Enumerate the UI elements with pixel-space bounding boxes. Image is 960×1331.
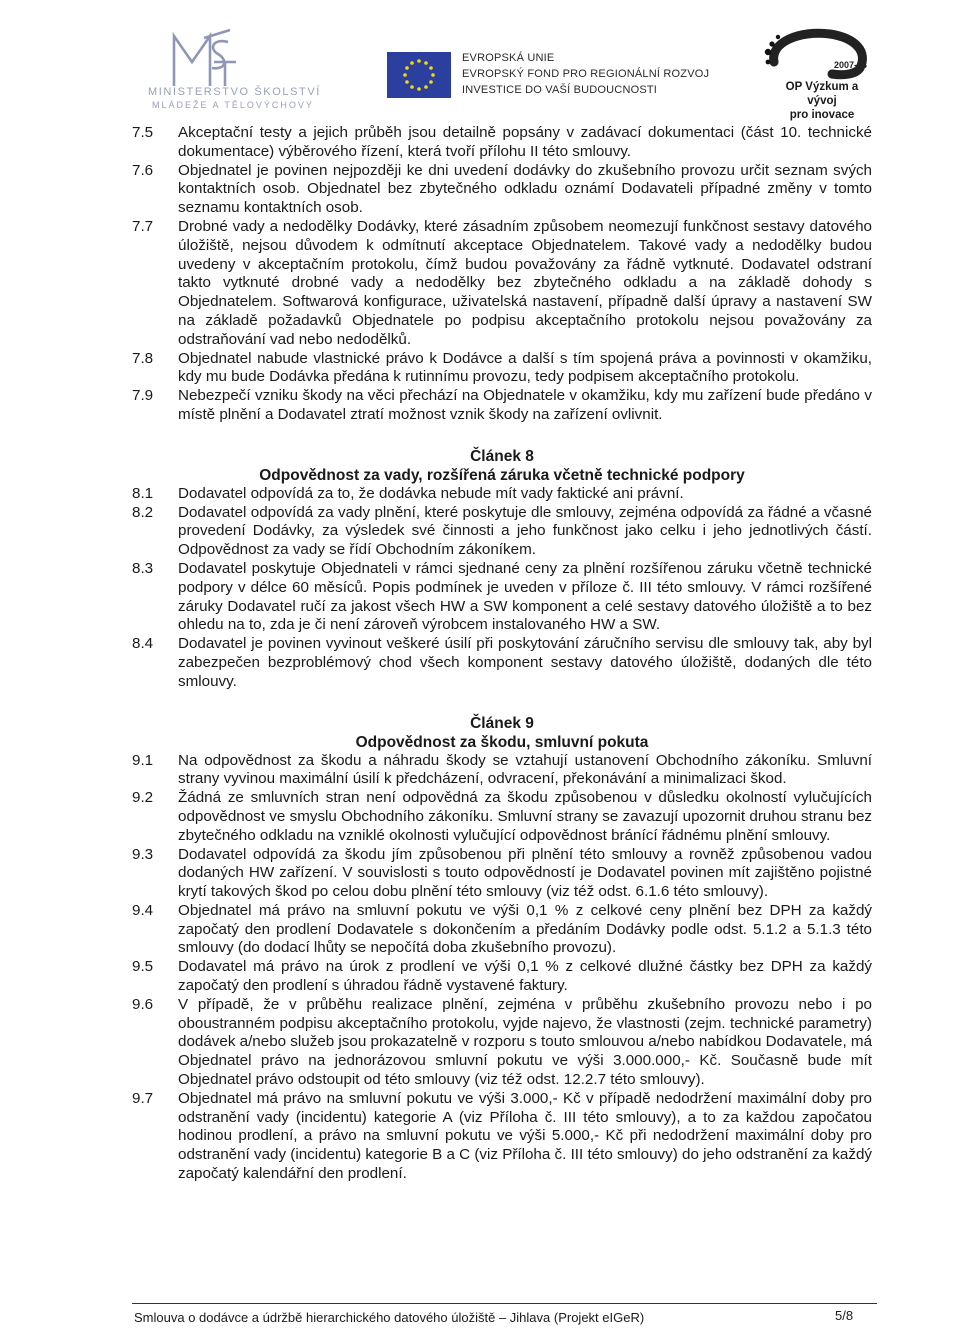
clause-8-4 [132, 635, 872, 691]
clause-9-5 [132, 958, 872, 996]
msmt-name-line2: MLÁDEŽE A TĚLOVÝCHOVY [152, 100, 314, 110]
clause-number: 9.7 [132, 1089, 154, 1107]
op-vavpi-logo [760, 22, 880, 82]
clause-text: Dodavatel je povinen vyvinout veškeré úsilí při poskytování záručního servisu dle smlouvy tak, aby byl zabezpečen bezproblémový chod všech komponent sestavy datového úložiště, dodaných dle této smlouvy. [178, 635, 872, 690]
article-9-title: Článek 9 [470, 714, 534, 732]
clause-9-1 [132, 752, 872, 790]
clause-number: 8.4 [132, 635, 154, 653]
clause-7-7 [132, 218, 872, 350]
clause-text: Dodavatel odpovídá za vady plnění, které poskytuje dle smlouvy, zejména odpovídá za řádné a včasné provedení Dodávky, za výsledek své činnosti a jeho funkčnost jako celku i jeho jednotlivých částí. Odpovědnost za vady se řídí Obchodním zákoníkem. [178, 503, 872, 559]
clause-8-2 [132, 504, 872, 560]
msmt-name-line1: MINISTERSTVO ŠKOLSTVÍ [148, 86, 321, 98]
clause-9-4 [132, 902, 872, 958]
article-9-subtitle: Odpovědnost za škodu, smluvní pokuta [355, 733, 649, 751]
clause-text: Dodavatel odpovídá za to, že dodávka nebude mít vady faktické ani právní. [178, 484, 684, 502]
msmt-logo [170, 28, 238, 88]
clause-number: 8.3 [132, 559, 154, 577]
clause-number: 9.5 [132, 958, 154, 976]
clause-9-7 [132, 1090, 872, 1184]
clause-number: 7.6 [132, 161, 154, 179]
clause-9-6 [132, 996, 872, 1090]
clause-text: Akceptační testy a jejich průběh jsou detailně popsány v zadávací dokumentaci (část 10. technické dokumentace) výběrového řízení, která tvoří přílohu II této smlouvy. [178, 124, 872, 160]
clause-number: 7.9 [132, 387, 154, 405]
page-number: 5/8 [835, 1308, 854, 1323]
clause-text: Objednatel má právo na smluvní pokutu ve výši 0,1 % z celkové ceny plnění bez DPH za každý započatý den prodlení Dodavatele s dokončením a předáním Dodávky podle odst. 5.1.2 a 5.1.3 této smlouvy (do dodací lhůty se nepočítá doba zkušebního provozu). [178, 901, 872, 957]
clause-text: Žádná ze smluvních stran není odpovědná za škodu způsobenou v důsledku okolností vylučujících odpovědnost ve smyslu Obchodního zákoníku. Smluvní strany se zavazují upozornit druhou stranu bez zbytečného odkladu na vzniklé okolnosti vylučující odpovědnost bránící řádnému plnění smlouvy. [178, 789, 872, 844]
clause-7-6 [132, 162, 872, 218]
clause-9-2 [132, 789, 872, 845]
eu-line-2: EVROPSKÝ FOND PRO REGIONÁLNÍ ROZVOJ [462, 68, 710, 80]
clause-number: 9.2 [132, 789, 154, 807]
clause-text: Objednatel nabude vlastnické právo k Dodávce a další s tím spojená práva a povinnosti v okamžiku, kdy mu bude Dodávka předána k rutinnímu provozu, tedy podpisem akceptačního protokolu. [178, 349, 872, 386]
clause-number: 8.2 [132, 503, 154, 521]
clause-number: 9.4 [132, 901, 154, 919]
article-8-subtitle: Odpovědnost za vady, rozšířená záruka včetně technické podpory [259, 466, 745, 484]
clause-7-8 [132, 350, 872, 388]
footer-divider [132, 1303, 877, 1304]
clause-number: 7.5 [132, 124, 154, 141]
op-years: 2007-13 [834, 60, 868, 70]
op-line-2: pro inovace [789, 109, 855, 121]
clause-text: Dodavatel poskytuje Objednateli v rámci sjednané ceny za plnění rozšířenou záruku včetně technické podpory v délce 60 měsíců. Popis podmínek je uveden v příloze č. III této smlouvy. V rámci rozšířené záruky Dodavatel ručí za jakost všech HW a SW komponent a celé sestavy datového úložiště a to bez ohledu na to, zda je či není zároveň výrobcem instalovaného HW a SW. [178, 559, 872, 634]
clause-8-3 [132, 560, 872, 635]
clause-text: Drobné vady a nedodělky Dodávky, které zásadním způsobem neomezují funkčnost sestavy datového úložiště, nejsou důvodem k odmítnutí akceptace Objednatelem. Takové vady a nedodělky budou uvedeny v akceptačním protokolu, čímž budou považovány za řádně vytknuté. Dodavatel odstraní takto vytknuté drobné vady a nedodělky bez zbytečného odkladu a na základě dohody s Objednatelem. Softwarová konfigurace, uživatelská nastavení, případně další úpravy a nastavení SW na základě požadavků Objednatele po podpisu akceptačního protokolu nejsou považovány za odstraňování vad nebo nedodělků. [178, 217, 872, 348]
op-programme-name [772, 80, 872, 122]
article-7-clauses [132, 124, 872, 425]
clause-text: Dodavatel má právo na úrok z prodlení ve výši 0,1 % z celkové dlužné částky bez DPH za každý započatý den prodlení s úhradou řádně vystavené faktury. [178, 958, 872, 995]
clause-text: V případě, že v průběhu realizace plnění, zejména v průběhu zkušebního provozu nebo i po oboustranném podpisu akceptačního protokolu, vyjde najevo, že vlastnosti (zejm. technické parametry) dodávek a/nebo služeb jsou prokazatelně v rozporu s touto smlouvou a/nebo nabídkou Dodavatele, má Objednatel právo na jednorázovou smluvní pokutu ve výši 3.000.000,- Kč. Současně bude mít Objednatel právo odstoupit od této smlouvy (viz též odst. 12.2.7 této smlouvy). [178, 995, 873, 1089]
clause-number: 9.1 [132, 751, 154, 769]
clause-text: Na odpovědnost za škodu a náhradu škody se vztahují ustanovení Obchodního zákoníku. Smluvní strany vyvinou maximální úsilí k předcházení, odvracení, překonávání a minimalizaci škod. [178, 751, 872, 788]
footer-document-title: Smlouva o dodávce a údržbě hierarchického datového úložiště – Jihlava (Projekt eIGeR) [134, 1310, 645, 1325]
clause-9-3 [132, 846, 872, 902]
eu-fund-text [462, 50, 709, 98]
clause-number: 8.1 [132, 484, 154, 502]
article-8-clauses [132, 485, 872, 692]
clause-text: Objednatel je povinen nejpozději ke dni uvedení dodávky do zkušebního provozu určit seznam svých kontaktních osob. Objednatel bez zbytečného odkladu oznámí Dodavateli případné změny v tomto seznamu kontaktních osob. [178, 161, 872, 217]
eu-line-1: EVROPSKÁ UNIE [462, 52, 555, 64]
clause-text: Dodavatel odpovídá za škodu jím způsobenou při plnění této smlouvy a rovněž způsobenou vadou dodaných HW zařízení. V souvislosti s touto odpovědností je Dodavatel povinen mít zajištěno pojistné krytí takových škod po celou dobu plnění této smlouvy (viz též odst. 6.1.6 této smlouvy). [178, 845, 872, 901]
clause-number: 9.3 [132, 845, 154, 863]
clause-text: Objednatel má právo na smluvní pokutu ve výši 3.000,- Kč v případě nedodržení maximální doby pro odstranění vady (incidentu) kategorie A (viz Příloha č. III této smlouvy), a to za každou započatou hodinou prodlení, a právo na smluvní pokutu ve výši 5.000,- Kč při nedodržení maximální doby pro odstranění vady (incidentu) kategorie B a C (viz Příloha č. III této smlouvy) do jeho odstranění za každý započatý kalendářní den prodlení. [178, 1089, 872, 1183]
clause-7-5 [132, 124, 872, 162]
article-8-title: Článek 8 [470, 447, 534, 465]
clause-number: 7.8 [132, 349, 154, 367]
clause-number: 9.6 [132, 995, 154, 1013]
eu-flag-icon [387, 52, 451, 98]
clause-number: 7.7 [132, 217, 154, 235]
clause-7-9 [132, 387, 872, 425]
clause-8-1 [132, 485, 872, 504]
clause-text: Nebezpečí vzniku škody na věci přechází na Objednatele v okamžiku, kdy mu zařízení bude předáno v místě plnění a Dodavatel ztratí možnost vznik škody na zařízení ovlivnit. [178, 387, 872, 423]
eu-line-3: INVESTICE DO VAŠÍ BUDOUCNOSTI [462, 84, 658, 96]
article-9-clauses [132, 752, 872, 1184]
op-line-1: OP Výzkum a vývoj [785, 81, 859, 107]
contract-body [132, 124, 872, 1184]
page-header [0, 0, 960, 121]
